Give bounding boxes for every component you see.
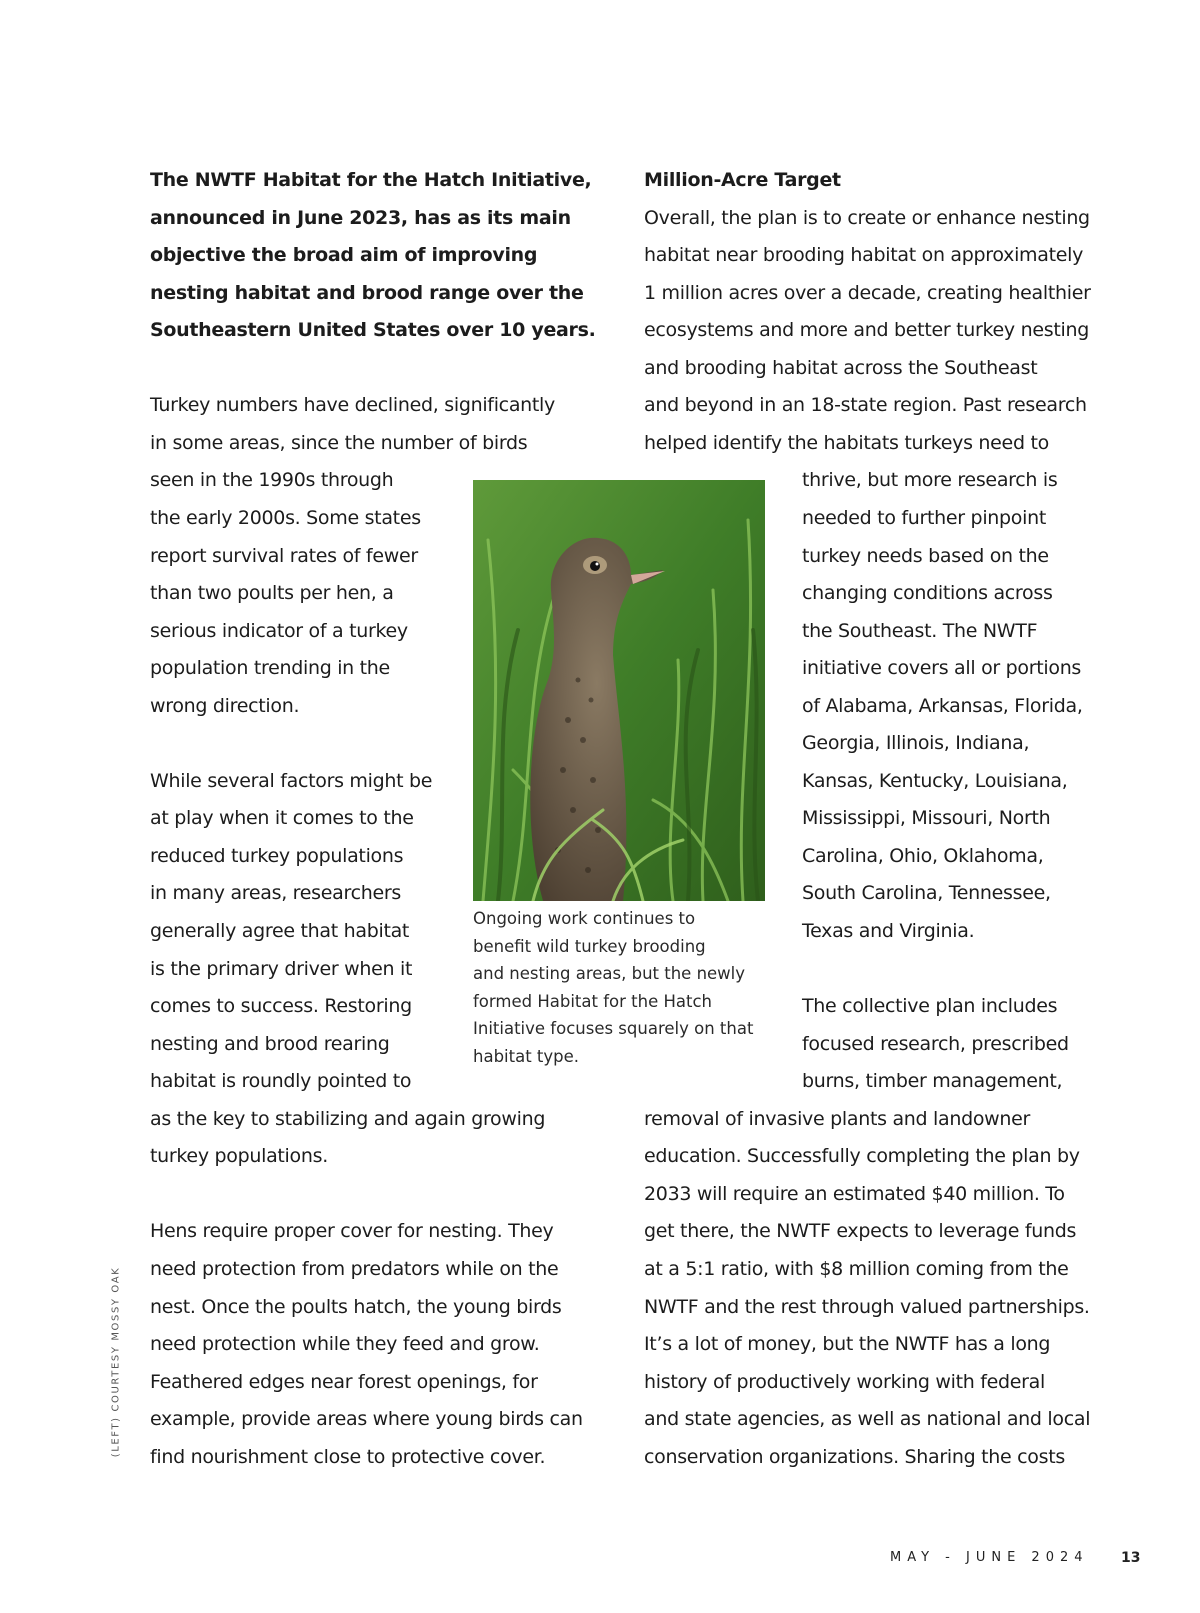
right-body-line: removal of invasive plants and landowner <box>644 1107 1031 1130</box>
lead-line: objective the broad aim of improving <box>150 244 538 267</box>
right-body-line: It’s a lot of money, but the NWTF has a long <box>644 1333 1051 1356</box>
right-body-line: 2033 will require an estimated $40 million. To <box>644 1182 1065 1205</box>
left-body-line: in some areas, since the number of birds <box>150 431 528 454</box>
left-body-line: reduced turkey populations <box>150 844 404 867</box>
left-body-line: the early 2000s. Some states <box>150 506 421 529</box>
left-body-line: than two poults per hen, a <box>150 582 394 605</box>
left-body-line: generally agree that habitat <box>150 920 410 942</box>
left-body-line: seen in the 1990s through <box>150 469 394 492</box>
right-body-line: Kansas, Kentucky, Louisiana, <box>802 769 1068 792</box>
left-body-line: population trending in the <box>150 657 390 680</box>
issue-date: MAY - JUNE 2024 <box>890 1550 1089 1565</box>
left-body-line: nest. Once the poults hatch, the young birds <box>150 1295 562 1318</box>
caption-line: benefit wild turkey brooding <box>473 936 706 956</box>
right-body-line: 1 million acres over a decade, creating healthier <box>644 281 1091 304</box>
right-body-line: ecosystems and more and better turkey nesting <box>644 319 1089 342</box>
right-body-line: history of productively working with federal <box>644 1370 1046 1393</box>
right-body-line: conservation organizations. Sharing the costs <box>644 1445 1065 1468</box>
left-body-line: report survival rates of fewer <box>150 544 418 567</box>
right-body-line: Overall, the plan is to create or enhance nesting <box>644 206 1090 229</box>
right-body-line: of Alabama, Arkansas, Florida, <box>802 694 1083 717</box>
right-body-line: and beyond in an 18-state region. Past research <box>644 394 1087 417</box>
right-body-line: NWTF and the rest through valued partnerships. <box>644 1295 1090 1318</box>
right-body-line: Carolina, Ohio, Oklahoma, <box>802 844 1044 867</box>
right-body-line: helped identify the habitats turkeys need to <box>644 431 1049 454</box>
left-body-line: serious indicator of a turkey <box>150 619 408 642</box>
left-body-line: Turkey numbers have declined, significantly <box>150 394 555 417</box>
section-heading: Million-Acre Target <box>644 169 841 191</box>
right-body-line: Mississippi, Missouri, North <box>802 807 1051 830</box>
left-body-line: Hens require proper cover for nesting. They <box>150 1220 554 1243</box>
left-body-line: need protection while they feed and grow. <box>150 1333 540 1356</box>
left-body-line: comes to success. Restoring <box>150 995 412 1018</box>
right-body-line: and brooding habitat across the Southeast <box>644 356 1038 379</box>
caption-line: habitat type. <box>473 1046 580 1066</box>
caption-line: and nesting areas, but the newly <box>473 964 746 984</box>
right-body-line: education. Successfully completing the plan by <box>644 1145 1080 1168</box>
left-body-line: habitat is roundly pointed to <box>150 1070 412 1093</box>
right-body-line: needed to further pinpoint <box>802 506 1046 529</box>
right-body-line: initiative covers all or portions <box>802 657 1082 680</box>
right-body-line: turkey needs based on the <box>802 544 1049 567</box>
right-body-line: changing conditions across <box>802 582 1053 605</box>
turkey-poult-photo <box>473 480 765 901</box>
left-body-line: as the key to stabilizing and again growing <box>150 1107 546 1130</box>
photo-caption <box>473 905 773 1071</box>
left-body-line: find nourishment close to protective cover. <box>150 1445 546 1468</box>
right-body-line: and state agencies, as well as national and local <box>644 1408 1091 1431</box>
left-body-line: turkey populations. <box>150 1145 328 1168</box>
right-body-line: Texas and Virginia. <box>802 920 975 942</box>
left-body-line: is the primary driver when it <box>150 957 413 980</box>
right-body-line: get there, the NWTF expects to leverage funds <box>644 1220 1077 1243</box>
lead-line: nesting habitat and brood range over the <box>150 281 584 304</box>
right-body-line: at a 5:1 ratio, with $8 million coming from the <box>644 1257 1069 1280</box>
caption-line: Ongoing work continues to <box>473 909 696 928</box>
right-body-line: focused research, prescribed <box>802 1032 1069 1055</box>
right-body-line: habitat near brooding habitat on approximately <box>644 244 1084 267</box>
left-body-line: Feathered edges near forest openings, for <box>150 1370 538 1393</box>
right-body-line: South Carolina, Tennessee, <box>802 882 1051 905</box>
left-body-line: nesting and brood rearing <box>150 1032 390 1055</box>
left-body-line: need protection from predators while on the <box>150 1257 559 1280</box>
caption-line: Initiative focuses squarely on that <box>473 1019 754 1039</box>
page-number: 13 <box>1121 1550 1141 1566</box>
left-body-line: wrong direction. <box>150 694 300 717</box>
caption-line: formed Habitat for the Hatch <box>473 991 712 1011</box>
lead-line: The NWTF Habitat for the Hatch Initiative, <box>150 169 592 191</box>
right-body-line: thrive, but more research is <box>802 469 1058 492</box>
left-body-line: at play when it comes to the <box>150 807 414 830</box>
right-body-line: the Southeast. The NWTF <box>802 619 1038 642</box>
right-body-line: The collective plan includes <box>802 995 1058 1018</box>
right-body-line: Georgia, Illinois, Indiana, <box>802 732 1030 755</box>
lead-line: Southeastern United States over 10 years. <box>150 319 596 342</box>
photo-credit: (LEFT) COURTESY MOSSY OAK <box>110 1266 122 1458</box>
right-body-line: burns, timber management, <box>802 1070 1063 1093</box>
left-body-line: in many areas, researchers <box>150 882 401 905</box>
left-body-line: example, provide areas where young birds can <box>150 1408 583 1431</box>
left-body-line: While several factors might be <box>150 769 433 792</box>
lead-line: announced in June 2023, has as its main <box>150 206 571 229</box>
